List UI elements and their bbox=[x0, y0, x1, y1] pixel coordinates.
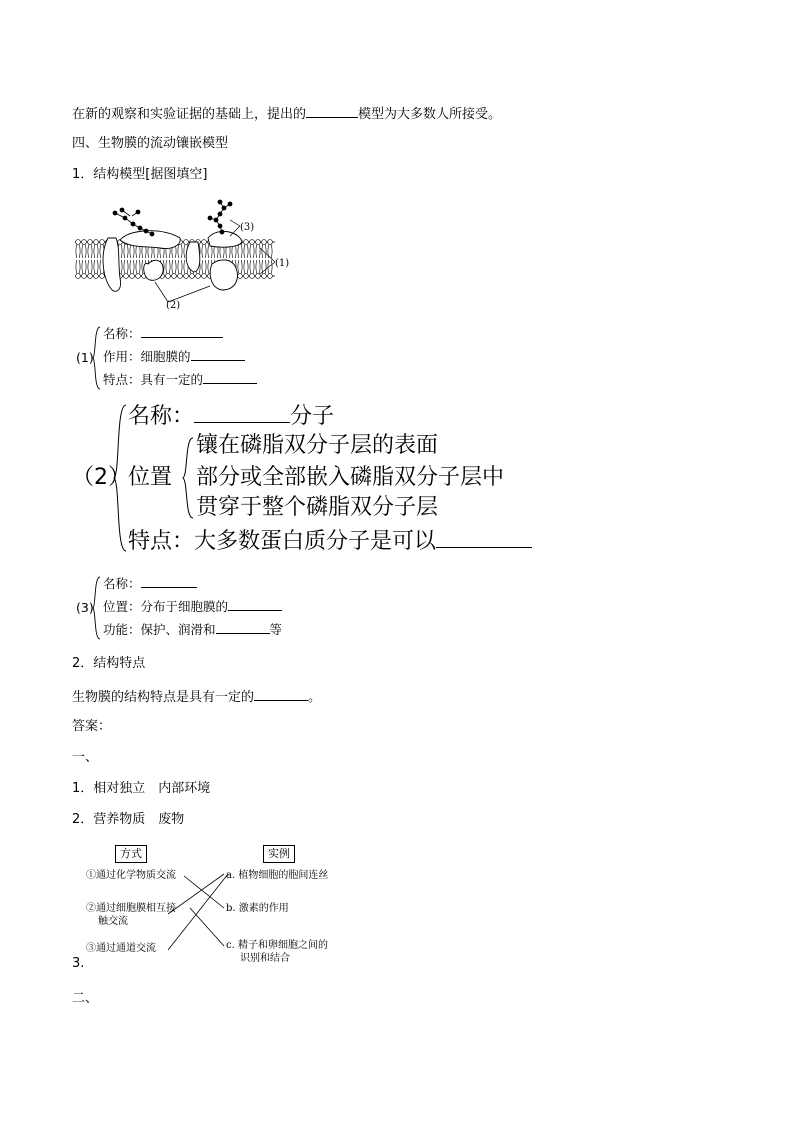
part2-feature-label: 特点：大多数蛋白质分子是可以 bbox=[128, 529, 437, 554]
match-right-header bbox=[263, 845, 295, 863]
phospholipid-tail bbox=[208, 244, 209, 258]
part3-brace bbox=[92, 575, 102, 641]
phospholipid-tail bbox=[136, 260, 137, 274]
phospholipid-head bbox=[250, 240, 255, 245]
phospholipid-tail bbox=[91, 244, 92, 258]
blank-part1-feature bbox=[203, 370, 257, 384]
phospholipid-head bbox=[184, 240, 189, 245]
phospholipid-tail bbox=[169, 260, 170, 274]
phospholipid-tail bbox=[265, 244, 266, 258]
q2-end: 。 bbox=[308, 690, 322, 705]
phospholipid-head bbox=[82, 240, 87, 245]
phospholipid-head bbox=[238, 274, 243, 279]
phospholipid-tail bbox=[79, 244, 80, 258]
phospholipid-tail bbox=[250, 244, 251, 258]
phospholipid-tail bbox=[181, 260, 182, 274]
part1-feature-label: 特点：具有一定的 bbox=[103, 372, 204, 387]
match-left-1: ①通过化学物质交流 bbox=[86, 870, 176, 881]
match-left-3: ③通过通道交流 bbox=[86, 943, 156, 954]
match-right-c2: 识别和结合 bbox=[240, 953, 290, 964]
phospholipid-tail bbox=[124, 244, 125, 258]
phospholipid-tail bbox=[181, 244, 182, 258]
phospholipid-tail bbox=[241, 244, 242, 258]
phospholipid-tail bbox=[166, 260, 167, 274]
phospholipid-head bbox=[262, 274, 267, 279]
phospholipid-tail bbox=[142, 260, 143, 274]
phospholipid-tail bbox=[82, 244, 83, 258]
part1-name bbox=[103, 323, 223, 345]
phospholipid-head bbox=[184, 274, 189, 279]
phospholipid-tail bbox=[121, 244, 122, 258]
phospholipid-tail bbox=[238, 244, 239, 258]
phospholipid-tail bbox=[130, 260, 131, 274]
phospholipid-tail bbox=[235, 244, 236, 258]
phospholipid-tail bbox=[133, 244, 134, 258]
phospholipid-tail bbox=[97, 260, 98, 274]
phospholipid-tail bbox=[259, 260, 260, 274]
phospholipid-tail bbox=[244, 260, 245, 274]
part2-name bbox=[128, 400, 334, 432]
part2-num: （2） bbox=[72, 465, 130, 490]
phospholipid-head bbox=[262, 240, 267, 245]
phospholipid-head bbox=[88, 274, 93, 279]
phospholipid-head bbox=[268, 240, 273, 245]
phospholipid-tail bbox=[94, 244, 95, 258]
phospholipid-tail bbox=[262, 244, 263, 258]
part2-position-label: 位置 bbox=[128, 465, 173, 490]
answer-3-num: 3. bbox=[72, 956, 85, 971]
phospholipid-tail bbox=[139, 260, 140, 274]
phospholipid-tail bbox=[85, 260, 86, 274]
phospholipid-head bbox=[244, 240, 249, 245]
phospholipid-tail bbox=[127, 260, 128, 274]
phospholipid-tail bbox=[88, 260, 89, 274]
answer-section-2: 二、 bbox=[72, 991, 99, 1006]
membrane-diagram bbox=[70, 198, 300, 310]
phospholipid-head bbox=[100, 240, 105, 245]
blank-part3-name bbox=[141, 574, 197, 588]
phospholipid-tail bbox=[76, 244, 77, 258]
part1-role bbox=[103, 346, 245, 368]
match-right-b: b. 激素的作用 bbox=[226, 903, 289, 914]
phospholipid-tail bbox=[121, 260, 122, 274]
match-left-2: ②通过细胞膜相互接 bbox=[86, 903, 176, 914]
blank-part1-name bbox=[141, 324, 223, 338]
phospholipid-tail bbox=[202, 260, 203, 274]
part3-function bbox=[103, 619, 282, 641]
phospholipid-tail bbox=[238, 260, 239, 274]
diagram-label-1: (1) bbox=[275, 258, 290, 269]
phospholipid-tail bbox=[253, 260, 254, 274]
part1-name-label: 名称： bbox=[103, 326, 141, 341]
phospholipid-head bbox=[202, 274, 207, 279]
blank-part3-position bbox=[228, 597, 282, 611]
q1-title: 1．结构模型[据图填空] bbox=[72, 167, 208, 182]
phospholipid-tail bbox=[250, 260, 251, 274]
match-left-header bbox=[115, 845, 147, 863]
match-right-header-text: 实例 bbox=[268, 847, 290, 860]
phospholipid-tail bbox=[178, 244, 179, 258]
phospholipid-tail bbox=[133, 260, 134, 274]
phospholipid-tail bbox=[259, 244, 260, 258]
phospholipid-tail bbox=[88, 244, 89, 258]
blank-q2 bbox=[254, 687, 308, 701]
part2-name-label: 名称： bbox=[128, 404, 195, 429]
phospholipid-tail bbox=[256, 260, 257, 274]
phospholipid-head bbox=[130, 274, 135, 279]
phospholipid-tail bbox=[241, 260, 242, 274]
phospholipid-head bbox=[268, 274, 273, 279]
phospholipid-head bbox=[88, 240, 93, 245]
phospholipid-tail bbox=[100, 260, 101, 274]
match-left-2b: 触交流 bbox=[98, 916, 128, 927]
phospholipid-tail bbox=[184, 260, 185, 274]
part2-feature bbox=[128, 525, 532, 557]
phospholipid-tail bbox=[253, 244, 254, 258]
part3-name-label: 名称： bbox=[103, 576, 141, 591]
phospholipid-head bbox=[256, 274, 261, 279]
phospholipid-tail bbox=[247, 244, 248, 258]
phospholipid-head bbox=[136, 274, 141, 279]
phospholipid-head bbox=[178, 274, 183, 279]
phospholipid-head bbox=[166, 274, 171, 279]
phospholipid-head bbox=[76, 240, 81, 245]
phospholipid-tail bbox=[97, 244, 98, 258]
phospholipid-tail bbox=[256, 244, 257, 258]
part3-name bbox=[103, 573, 197, 595]
diagram-label-2: (2) bbox=[166, 300, 181, 310]
part2-outer-brace bbox=[112, 403, 128, 553]
intro-text-after: 模型为大多数人所接受。 bbox=[358, 107, 502, 122]
match-lines bbox=[140, 864, 230, 964]
blank-model bbox=[306, 104, 358, 118]
section4-title: 四、生物膜的流动镶嵌模型 bbox=[72, 136, 229, 151]
phospholipid-tail bbox=[184, 244, 185, 258]
phospholipid-head bbox=[256, 240, 261, 245]
phospholipid-tail bbox=[124, 260, 125, 274]
part2-position-2: 部分或全部嵌入磷脂双分子层中 bbox=[196, 465, 505, 490]
match-right-c: c. 精子和卵细胞之间的 bbox=[226, 940, 328, 951]
phospholipid-tail bbox=[265, 260, 266, 274]
phospholipid-tail bbox=[202, 244, 203, 258]
phospholipid-tail bbox=[178, 260, 179, 274]
part1-role-label: 作用：细胞膜的 bbox=[103, 349, 191, 364]
answer-1: 1．相对独立 内部环境 bbox=[72, 781, 211, 796]
part2-name-suffix: 分子 bbox=[290, 404, 335, 429]
phospholipid-tail bbox=[85, 244, 86, 258]
phospholipid-head bbox=[94, 274, 99, 279]
match-right-a: a. 植物细胞的胞间连丝 bbox=[226, 870, 329, 881]
part3-num: (3) bbox=[76, 600, 94, 615]
match-left-header-text: 方式 bbox=[120, 847, 142, 860]
part2-position-3: 贯穿于整个磷脂双分子层 bbox=[196, 495, 439, 520]
phospholipid-tail bbox=[100, 244, 101, 258]
part1-feature bbox=[103, 369, 257, 391]
phospholipid-head bbox=[244, 274, 249, 279]
phospholipid-tail bbox=[271, 244, 272, 258]
part2-inner-brace bbox=[181, 436, 195, 520]
phospholipid-head bbox=[82, 274, 87, 279]
phospholipid-tail bbox=[175, 260, 176, 274]
part3-position-label: 位置：分布于细胞膜的 bbox=[103, 599, 229, 614]
phospholipid-tail bbox=[244, 244, 245, 258]
answer-2: 2．营养物质 废物 bbox=[72, 812, 185, 827]
phospholipid-head bbox=[190, 274, 195, 279]
diagram-label-3: (3) bbox=[240, 222, 255, 233]
part2-position-1: 镶在磷脂双分子层的表面 bbox=[196, 433, 439, 458]
q2-title: 2．结构特点 bbox=[72, 656, 146, 671]
intro-text-before: 在新的观察和实验证据的基础上，提出的 bbox=[72, 107, 307, 122]
phospholipid-head bbox=[76, 274, 81, 279]
phospholipid-tail bbox=[127, 244, 128, 258]
phospholipid-tail bbox=[205, 244, 206, 258]
phospholipid-tail bbox=[247, 260, 248, 274]
phospholipid-head bbox=[124, 274, 129, 279]
phospholipid-tail bbox=[79, 260, 80, 274]
phospholipid-tail bbox=[208, 260, 209, 274]
part3-function-suffix: 等 bbox=[269, 622, 283, 637]
part1-brace bbox=[92, 325, 102, 391]
part1-num: (1) bbox=[76, 350, 94, 365]
phospholipid-head bbox=[250, 274, 255, 279]
phospholipid-tail bbox=[94, 260, 95, 274]
phospholipid-head bbox=[172, 274, 177, 279]
phospholipid-head bbox=[94, 240, 99, 245]
phospholipid-head bbox=[100, 274, 105, 279]
answer-label: 答案： bbox=[72, 719, 112, 734]
phospholipid-tail bbox=[172, 260, 173, 274]
blank-part1-role bbox=[191, 347, 245, 361]
phospholipid-tail bbox=[91, 260, 92, 274]
intro-line bbox=[72, 104, 501, 124]
phospholipid-tail bbox=[76, 260, 77, 274]
blank-part2-name bbox=[194, 400, 290, 423]
phospholipid-tail bbox=[271, 260, 272, 274]
phospholipid-head bbox=[196, 274, 201, 279]
phospholipid-tail bbox=[82, 260, 83, 274]
q2-text-line bbox=[72, 687, 321, 707]
q2-text: 生物膜的结构特点是具有一定的 bbox=[72, 690, 255, 705]
phospholipid-head bbox=[202, 240, 207, 245]
blank-part2-feature bbox=[436, 525, 532, 548]
blank-part3-function bbox=[216, 620, 270, 634]
phospholipid-tail bbox=[205, 260, 206, 274]
phospholipid-tail bbox=[130, 244, 131, 258]
part3-position bbox=[103, 596, 282, 618]
part3-function-label: 功能：保护、润滑和 bbox=[103, 622, 216, 637]
answer-section-1: 一、 bbox=[72, 750, 99, 765]
